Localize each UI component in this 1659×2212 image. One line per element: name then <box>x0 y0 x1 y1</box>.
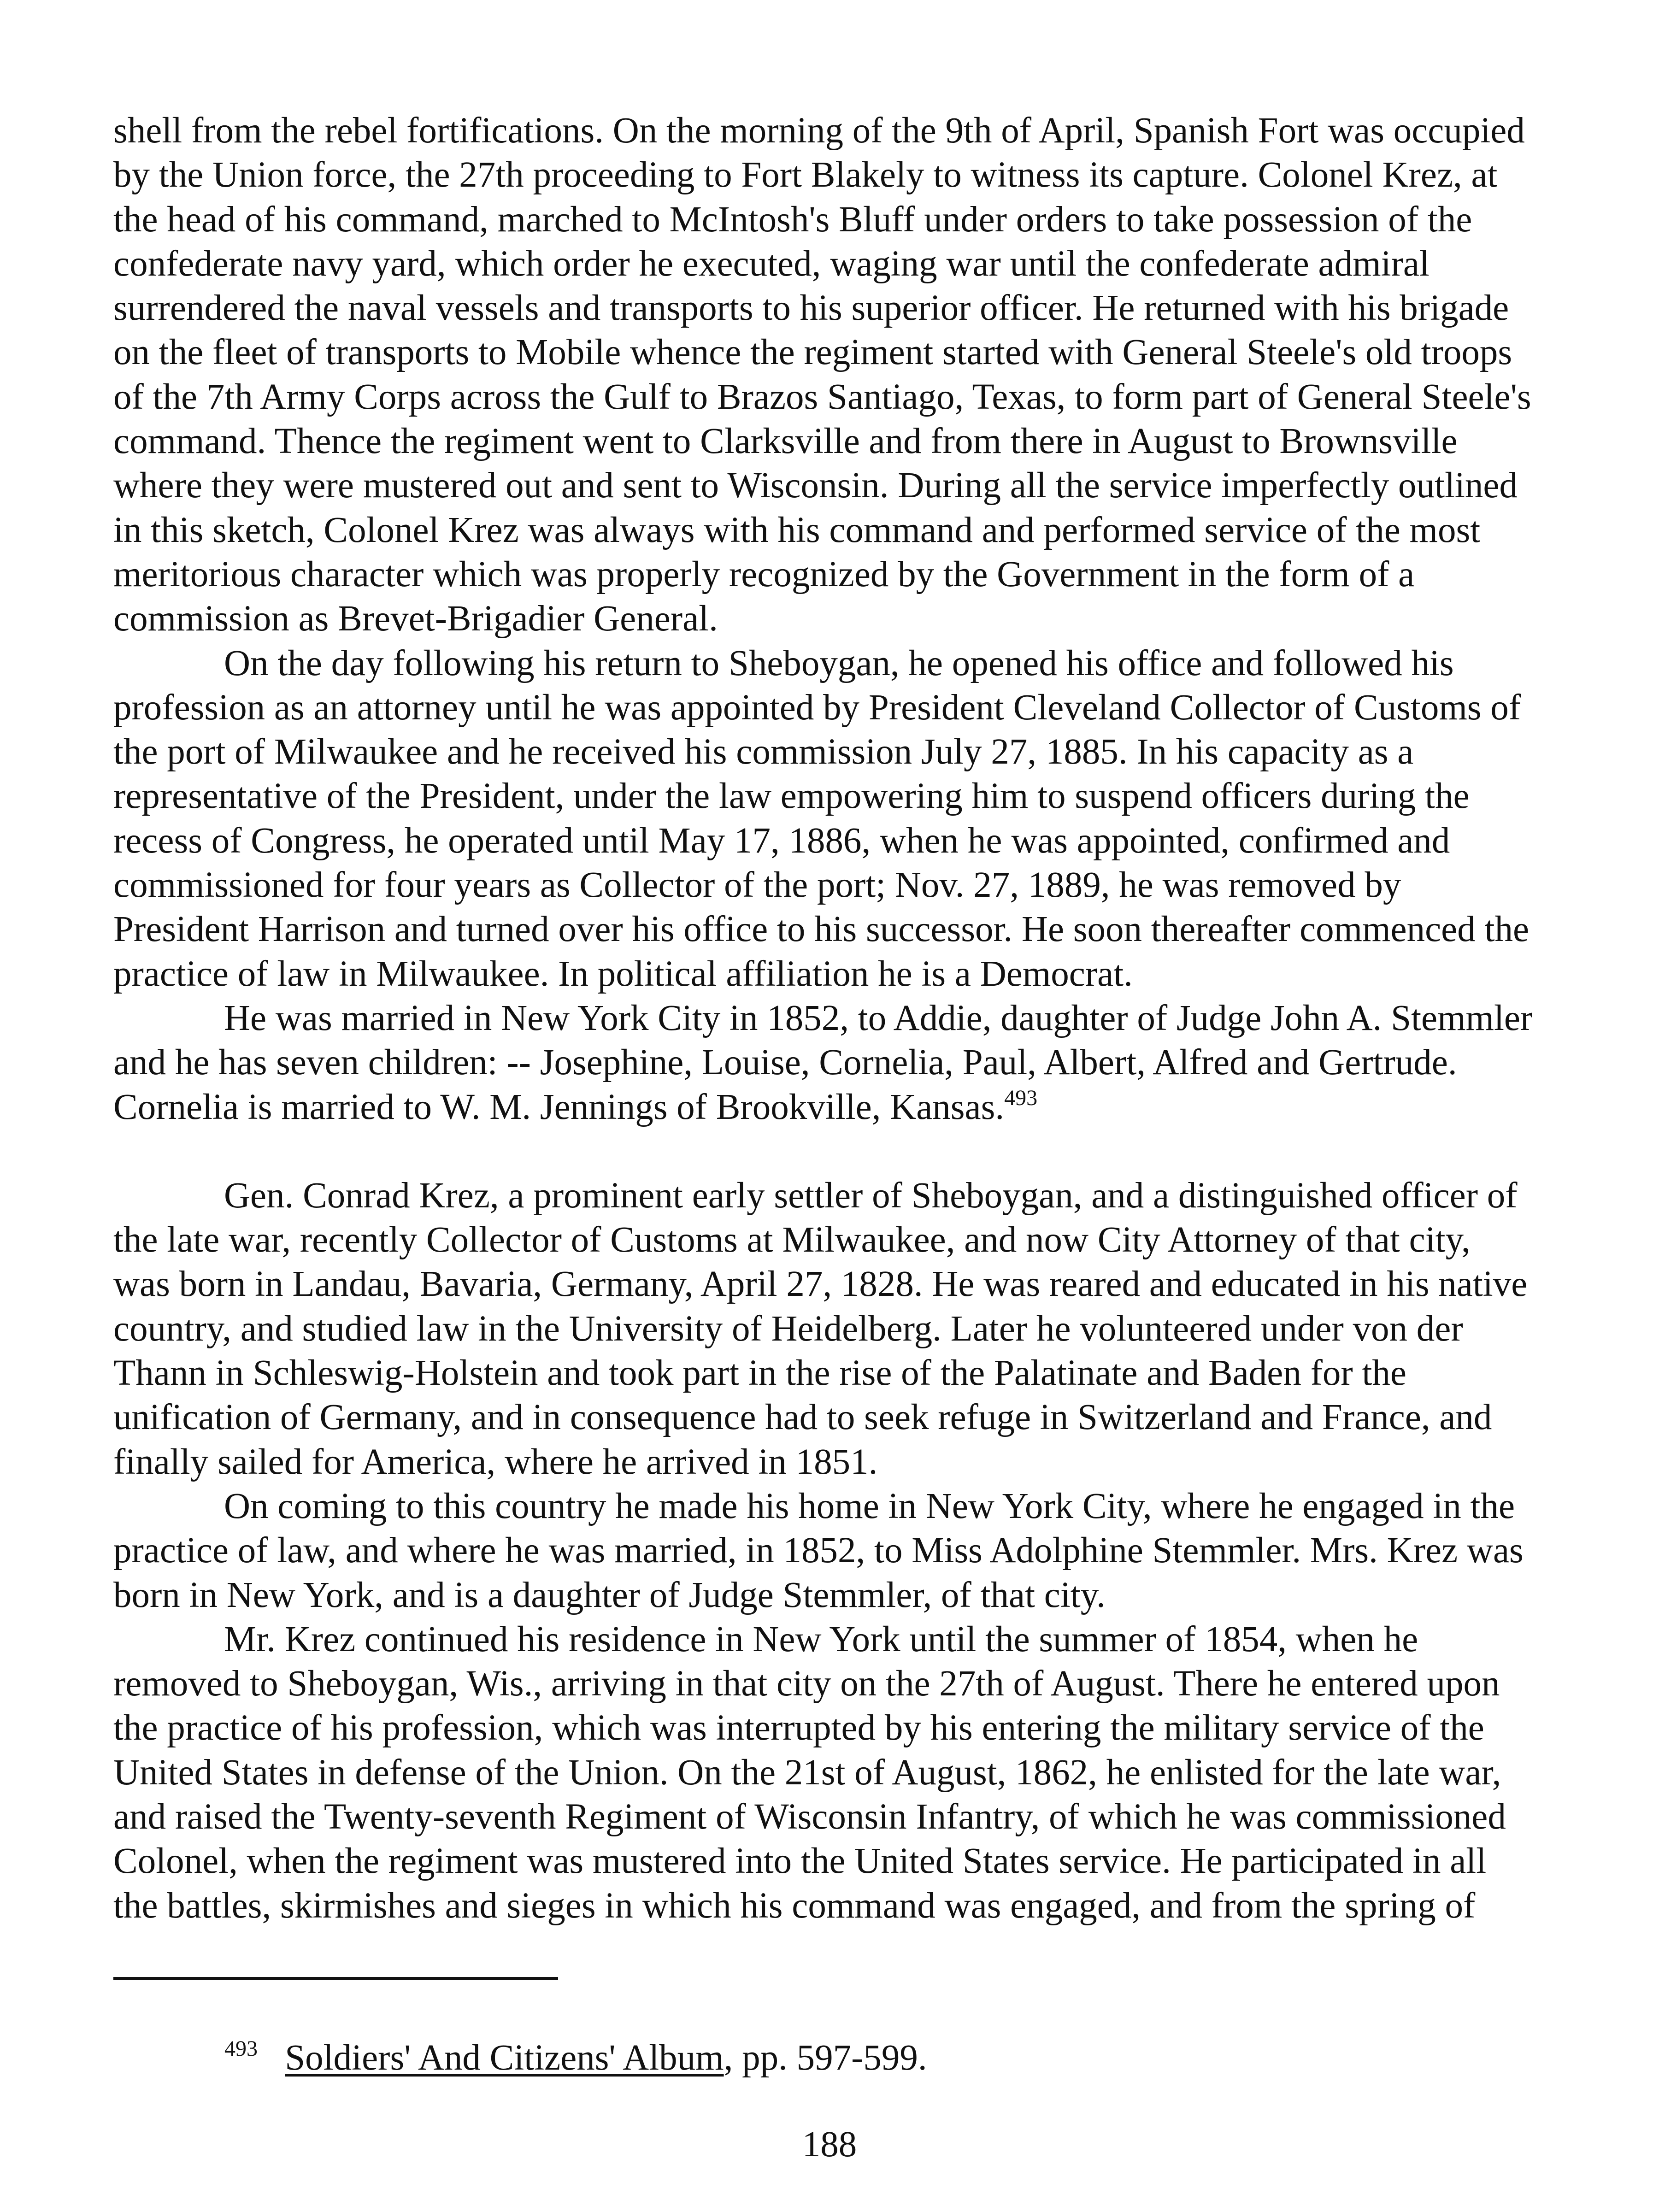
text-line: and he has seven children: -- Josephine, Louise, Cornelia, Paul, Albert, Alfred and Gertrude. <box>113 1042 1457 1083</box>
footnote-divider <box>113 1977 558 1980</box>
text-line: On the day following his return to Sheboygan, he opened his office and followed his <box>224 643 1454 683</box>
paragraph-new-york <box>113 1484 1579 1618</box>
paragraph-biography-intro <box>113 1174 1579 1484</box>
text-line: on the fleet of transports to Mobile whence the regiment started with General Steele's old troops <box>113 332 1512 373</box>
text-line: commissioned for four years as Collector of the port; Nov. 27, 1889, he was removed by <box>113 865 1401 906</box>
text-line: representative of the President, under the law empowering him to suspend officers during the <box>113 776 1470 817</box>
text-line: Cornelia is married to W. M. Jennings of Brookville, Kansas. <box>113 1087 1005 1127</box>
paragraph-collector-of-customs <box>113 641 1579 996</box>
text-line: country, and studied law in the University of Heidelberg. Later he volunteered under von der <box>113 1308 1463 1349</box>
text-line: Mr. Krez continued his residence in New York until the summer of 1854, when he <box>224 1619 1418 1659</box>
footnote <box>224 2036 927 2080</box>
text-line: finally sailed for America, where he arrived in 1851. <box>113 1441 878 1482</box>
text-line: the head of his command, marched to McIntosh's Bluff under orders to take possession of the <box>113 199 1472 240</box>
section-gap <box>113 1130 1579 1174</box>
text-line: of the 7th Army Corps across the Gulf to Brazos Santiago, Texas, to form part of General Steele's <box>113 377 1531 417</box>
text-line: shell from the rebel fortifications. On the morning of the 9th of April, Spanish Fort was occupied <box>113 111 1525 151</box>
text-line: practice of law, and where he was married, in 1852, to Miss Adolphine Stemmler. Mrs. Krez was <box>113 1530 1524 1571</box>
text-line-with-footnote <box>113 1085 1579 1130</box>
text-line: in this sketch, Colonel Krez was always with his command and performed service of the most <box>113 510 1481 550</box>
text-line: He was married in New York City in 1852, to Addie, daughter of Judge John A. Stemmler <box>224 998 1533 1038</box>
text-line: profession as an attorney until he was appointed by President Cleveland Collector of Customs of <box>113 687 1521 728</box>
text-line: the late war, recently Collector of Customs at Milwaukee, and now City Attorney of that city, <box>113 1220 1471 1260</box>
text-line: practice of law in Milwaukee. In political affiliation he is a Democrat. <box>113 953 1133 994</box>
text-line: United States in defense of the Union. On the 21st of August, 1862, he enlisted for the late war, <box>113 1752 1501 1793</box>
text-line: removed to Sheboygan, Wis., arriving in that city on the 27th of August. There he entered upon <box>113 1664 1500 1704</box>
body-text <box>113 109 1579 1928</box>
paragraph-marriage <box>113 996 1579 1130</box>
text-line: by the Union force, the 27th proceeding to Fort Blakely to witness its capture. Colonel Krez, at <box>113 155 1498 195</box>
text-line: Colonel, when the regiment was mustered into the United States service. He participated in all <box>113 1841 1487 1882</box>
text-line: confederate navy yard, which order he executed, waging war until the confederate admiral <box>113 243 1430 284</box>
text-line: recess of Congress, he operated until May 17, 1886, when he was appointed, confirmed and <box>113 820 1450 861</box>
text-line: President Harrison and turned over his office to his successor. He soon thereafter commenced the <box>113 909 1530 950</box>
text-line: where they were mustered out and sent to Wisconsin. During all the service imperfectly outlined <box>113 465 1518 506</box>
text-line: Gen. Conrad Krez, a prominent early settler of Sheboygan, and a distinguished officer of <box>224 1175 1518 1216</box>
text-line: was born in Landau, Bavaria, Germany, April 27, 1828. He was reared and educated in his native <box>113 1264 1528 1305</box>
footnote-pages: , pp. 597-599. <box>724 2038 927 2078</box>
text-line: meritorious character which was properly recognized by the Government in the form of a <box>113 554 1415 594</box>
text-line: Thann in Schleswig-Holstein and took part in the rise of the Palatinate and Baden for the <box>113 1353 1406 1394</box>
text-line: commission as Brevet-Brigadier General. <box>113 599 718 639</box>
footnote-number: 493 <box>224 2036 258 2061</box>
text-line: the port of Milwaukee and he received his commission July 27, 1885. In his capacity as a <box>113 732 1414 772</box>
text-line: the practice of his profession, which was interrupted by his entering the military service of the <box>113 1708 1484 1748</box>
text-line: born in New York, and is a daughter of Judge Stemmler, of that city. <box>113 1575 1106 1615</box>
text-line: unification of Germany, and in consequence had to seek refuge in Switzerland and France, and <box>113 1397 1492 1438</box>
text-line: On coming to this country he made his home in New York City, where he engaged in the <box>224 1486 1515 1526</box>
text-line: command. Thence the regiment went to Clarksville and from there in August to Brownsville <box>113 421 1458 462</box>
footnote-spacer <box>267 2038 285 2078</box>
page-number: 188 <box>802 2124 857 2165</box>
footnote-source-title: Soldiers' And Citizens' Album <box>285 2038 724 2078</box>
text-line: the battles, skirmishes and sieges in which his command was engaged, and from the spring of <box>113 1885 1476 1926</box>
paragraph-siege-of-mobile <box>113 109 1579 641</box>
footnote-reference: 493 <box>1004 1085 1038 1110</box>
paragraph-sheboygan <box>113 1618 1579 1928</box>
text-line: surrendered the naval vessels and transports to his superior officer. He returned with his brigade <box>113 288 1509 329</box>
text-line: and raised the Twenty-seventh Regiment of Wisconsin Infantry, of which he was commissioned <box>113 1796 1506 1837</box>
